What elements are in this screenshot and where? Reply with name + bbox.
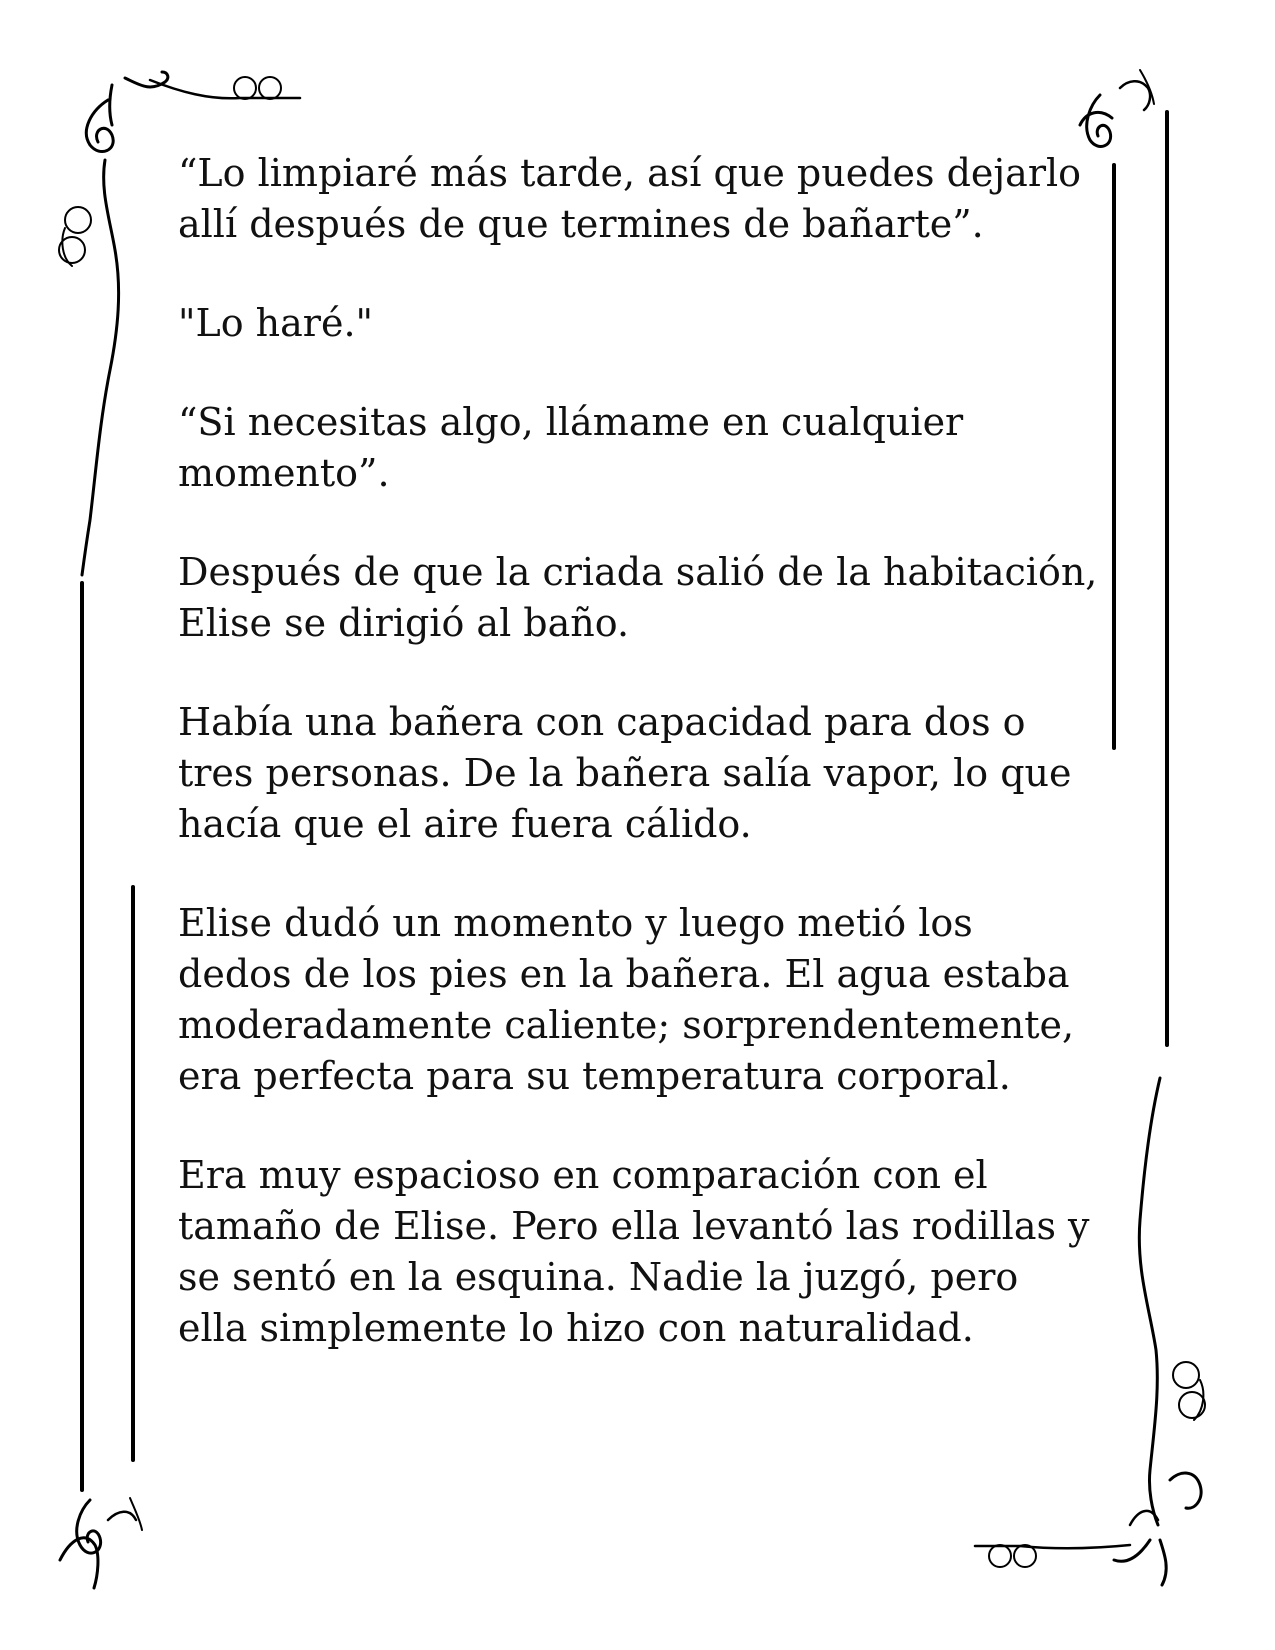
- paragraph: Había una bañera con capacidad para dos o tres personas. De la bañera salía vapor, lo que hacía que el aire fuera cálido.: [178, 700, 1072, 846]
- body-text: [178, 148, 1098, 1402]
- paragraph: Era muy espacioso en comparación con el tamaño de Elise. Pero ella levantó las rodillas y se sentó en la esquina. Nadie la juzgó, pero ella simplemente lo hizo con naturalidad.: [178, 1153, 1090, 1350]
- bottom-left-flourish-ornament: [60, 1498, 142, 1588]
- top-right-flourish-ornament: [1080, 70, 1154, 146]
- paragraph: Después de que la criada salió de la habitación, Elise se dirigió al baño.: [178, 550, 1098, 645]
- paragraph: “Si necesitas algo, llámame en cualquier momento”.: [178, 400, 964, 495]
- paragraph: “Lo limpiaré más tarde, así que puedes dejarlo allí después de que termines de bañarte”.: [178, 151, 1082, 246]
- paragraph: "Lo haré.": [178, 301, 374, 345]
- paragraph: Elise dudó un momento y luego metió los dedos de los pies en la bañera. El agua estaba moderadamente caliente; sorprendentemente, era perfecta para su temperatura corporal.: [178, 901, 1075, 1098]
